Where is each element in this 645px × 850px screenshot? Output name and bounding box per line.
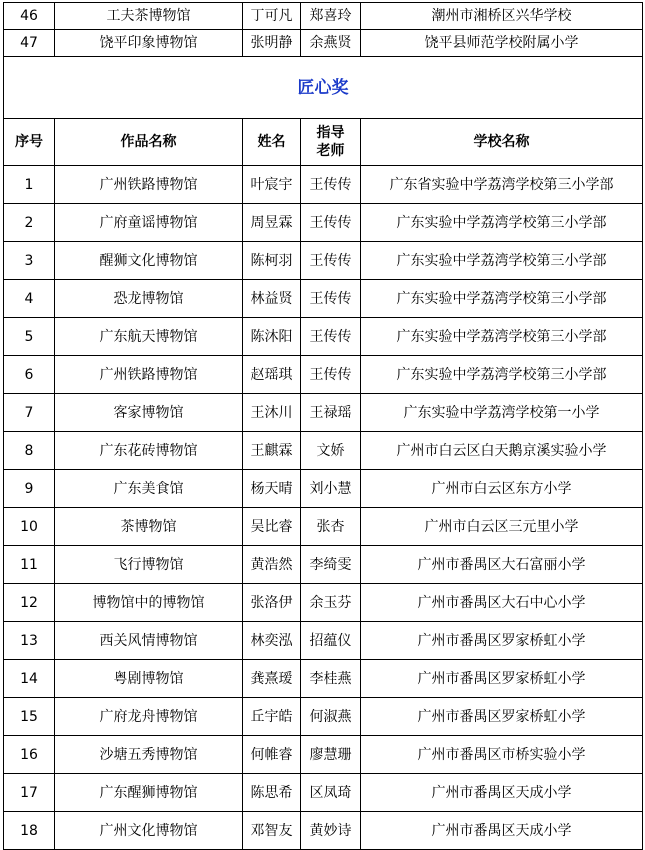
- cell-work-title: 广州文化博物馆: [55, 812, 243, 850]
- header-work-title: 作品名称: [55, 119, 243, 166]
- cell-student-name: 邓智友: [243, 812, 301, 850]
- cell-student-name: 陈柯羽: [243, 242, 301, 280]
- table-row: [4, 812, 643, 850]
- cell-student-name: 黄浩然: [243, 546, 301, 584]
- cell-work-title: 西关风情博物馆: [55, 622, 243, 660]
- cell-teacher: 王传传: [301, 204, 361, 242]
- table-row: [4, 280, 643, 318]
- header-teacher-line2: 老师: [316, 143, 345, 159]
- table-row: [4, 166, 643, 204]
- cell-work-title: 粤剧博物馆: [55, 660, 243, 698]
- table-row: [4, 356, 643, 394]
- header-number: 序号: [4, 119, 55, 166]
- cell-school: 广东省实验中学荔湾学校第三小学部: [361, 166, 643, 204]
- cell-teacher: 刘小慧: [301, 470, 361, 508]
- cell-number: 17: [4, 774, 55, 812]
- cell-work-title: 广东美食馆: [55, 470, 243, 508]
- cell-work-title: 广东醒狮博物馆: [55, 774, 243, 812]
- cell-teacher: 廖慧珊: [301, 736, 361, 774]
- cell-school: 广东实验中学荔湾学校第一小学: [361, 394, 643, 432]
- cell-school: 广州市番禺区罗家桥虹小学: [361, 698, 643, 736]
- cell-work-title: 醒狮文化博物馆: [55, 242, 243, 280]
- cell-teacher: 文娇: [301, 432, 361, 470]
- cell-teacher: 王传传: [301, 280, 361, 318]
- cell-teacher: 郑喜玲: [301, 3, 361, 30]
- cell-number: 7: [4, 394, 55, 432]
- header-teacher: [301, 119, 361, 166]
- cell-school: 广州市番禺区天成小学: [361, 774, 643, 812]
- cell-work-title: 广州铁路博物馆: [55, 356, 243, 394]
- cell-work-title: 广州铁路博物馆: [55, 166, 243, 204]
- cell-work-title: 客家博物馆: [55, 394, 243, 432]
- cell-student-name: 丁可凡: [243, 3, 301, 30]
- cell-student-name: 林益贤: [243, 280, 301, 318]
- section-row: [4, 57, 643, 119]
- cell-work-title: 沙塘五秀博物馆: [55, 736, 243, 774]
- cell-school: 广东实验中学荔湾学校第三小学部: [361, 204, 643, 242]
- cell-teacher: 余燕贤: [301, 30, 361, 57]
- cell-teacher: 区凤琦: [301, 774, 361, 812]
- cell-student-name: 林奕泓: [243, 622, 301, 660]
- table-row: [4, 30, 643, 57]
- cell-student-name: 何帷睿: [243, 736, 301, 774]
- cell-work-title: 广东花砖博物馆: [55, 432, 243, 470]
- table-row: [4, 318, 643, 356]
- cell-number: 2: [4, 204, 55, 242]
- table-row: [4, 394, 643, 432]
- table-row: [4, 584, 643, 622]
- cell-number: 13: [4, 622, 55, 660]
- table-row: [4, 204, 643, 242]
- cell-school: 广州市番禺区市桥实验小学: [361, 736, 643, 774]
- cell-student-name: 张洛伊: [243, 584, 301, 622]
- cell-number: 15: [4, 698, 55, 736]
- cell-teacher: 王传传: [301, 166, 361, 204]
- cell-number: 10: [4, 508, 55, 546]
- cell-student-name: 杨天晴: [243, 470, 301, 508]
- table-row: [4, 660, 643, 698]
- cell-number: 1: [4, 166, 55, 204]
- table-row: [4, 432, 643, 470]
- awards-table-body: [4, 3, 643, 850]
- cell-number: 11: [4, 546, 55, 584]
- cell-number: 6: [4, 356, 55, 394]
- cell-school: 潮州市湘桥区兴华学校: [361, 3, 643, 30]
- cell-work-title: 博物馆中的博物馆: [55, 584, 243, 622]
- cell-number: 3: [4, 242, 55, 280]
- table-row: [4, 508, 643, 546]
- cell-student-name: 周昱霖: [243, 204, 301, 242]
- table-row: [4, 736, 643, 774]
- cell-work-title: 恐龙博物馆: [55, 280, 243, 318]
- cell-number: 14: [4, 660, 55, 698]
- cell-student-name: 王沐川: [243, 394, 301, 432]
- table-row: [4, 774, 643, 812]
- cell-school: 广州市白云区白天鹅京溪实验小学: [361, 432, 643, 470]
- cell-work-title: 广东航天博物馆: [55, 318, 243, 356]
- cell-school: 广州市番禺区罗家桥虹小学: [361, 622, 643, 660]
- cell-school: 广州市白云区东方小学: [361, 470, 643, 508]
- cell-student-name: 丘宇皓: [243, 698, 301, 736]
- cell-school: 广州市番禺区罗家桥虹小学: [361, 660, 643, 698]
- cell-school: 广东实验中学荔湾学校第三小学部: [361, 242, 643, 280]
- header-school: 学校名称: [361, 119, 643, 166]
- table-row: [4, 242, 643, 280]
- cell-student-name: 张明静: [243, 30, 301, 57]
- cell-school: 广东实验中学荔湾学校第三小学部: [361, 356, 643, 394]
- cell-number: 5: [4, 318, 55, 356]
- cell-school: 饶平县师范学校附属小学: [361, 30, 643, 57]
- cell-number: 47: [4, 30, 55, 57]
- cell-teacher: 王传传: [301, 242, 361, 280]
- table-row: [4, 3, 643, 30]
- cell-school: 广东实验中学荔湾学校第三小学部: [361, 280, 643, 318]
- header-student-name: 姓名: [243, 119, 301, 166]
- cell-student-name: 陈思希: [243, 774, 301, 812]
- cell-number: 18: [4, 812, 55, 850]
- table-row: [4, 546, 643, 584]
- cell-number: 9: [4, 470, 55, 508]
- cell-school: 广州市番禺区大石中心小学: [361, 584, 643, 622]
- cell-teacher: 王传传: [301, 356, 361, 394]
- header-teacher-line1: 指导: [316, 125, 345, 141]
- cell-teacher: 黄妙诗: [301, 812, 361, 850]
- cell-number: 12: [4, 584, 55, 622]
- cell-teacher: 王禄瑶: [301, 394, 361, 432]
- cell-work-title: 工夫茶博物馆: [55, 3, 243, 30]
- cell-number: 4: [4, 280, 55, 318]
- cell-student-name: 龚熹瑷: [243, 660, 301, 698]
- section-title: 匠心奖: [4, 57, 643, 119]
- cell-teacher: 招蕴仪: [301, 622, 361, 660]
- cell-school: 广东实验中学荔湾学校第三小学部: [361, 318, 643, 356]
- cell-student-name: 吴比睿: [243, 508, 301, 546]
- cell-school: 广州市白云区三元里小学: [361, 508, 643, 546]
- cell-student-name: 赵瑶琪: [243, 356, 301, 394]
- header-row: [4, 119, 643, 166]
- awards-table: [3, 2, 643, 850]
- cell-number: 8: [4, 432, 55, 470]
- cell-student-name: 王麒霖: [243, 432, 301, 470]
- table-row: [4, 622, 643, 660]
- cell-number: 16: [4, 736, 55, 774]
- cell-teacher: 李绮雯: [301, 546, 361, 584]
- cell-work-title: 茶博物馆: [55, 508, 243, 546]
- cell-school: 广州市番禺区大石富丽小学: [361, 546, 643, 584]
- cell-work-title: 飞行博物馆: [55, 546, 243, 584]
- cell-work-title: 广府龙舟博物馆: [55, 698, 243, 736]
- cell-teacher: 余玉芬: [301, 584, 361, 622]
- cell-teacher: 何淑燕: [301, 698, 361, 736]
- cell-number: 46: [4, 3, 55, 30]
- cell-teacher: 李桂燕: [301, 660, 361, 698]
- cell-teacher: 王传传: [301, 318, 361, 356]
- table-row: [4, 470, 643, 508]
- cell-teacher: 张杏: [301, 508, 361, 546]
- cell-student-name: 陈沐阳: [243, 318, 301, 356]
- cell-work-title: 广府童谣博物馆: [55, 204, 243, 242]
- cell-school: 广州市番禺区天成小学: [361, 812, 643, 850]
- cell-work-title: 饶平印象博物馆: [55, 30, 243, 57]
- cell-student-name: 叶宸宇: [243, 166, 301, 204]
- table-row: [4, 698, 643, 736]
